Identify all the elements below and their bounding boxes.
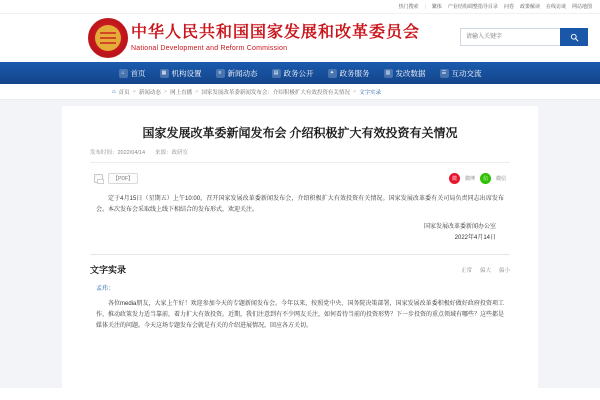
- content-area: [0, 100, 600, 388]
- article-body: [90, 194, 510, 216]
- wechat-label[interactable]: 微信: [495, 176, 506, 182]
- breadcrumb-item-1[interactable]: 新闻动态: [138, 89, 161, 96]
- article-card: [62, 106, 538, 388]
- utility-link-0[interactable]: 热门搜索: [398, 4, 419, 10]
- article-signature: [90, 222, 510, 244]
- folder-icon: ▤: [272, 69, 281, 78]
- breadcrumb-sep-0: >: [132, 88, 136, 95]
- breadcrumb-item-3[interactable]: 国家发展改革委新闻发布会：介绍积极扩大有效投资有关情况: [201, 89, 350, 96]
- print-icon[interactable]: [94, 174, 103, 183]
- publish-date: 发布时间：2022/04/14: [90, 150, 146, 156]
- signature-date: 2022年4月14日: [454, 235, 496, 241]
- toolbar-left: [94, 173, 138, 184]
- breadcrumb-sep-2: >: [195, 88, 199, 95]
- breadcrumb-sep-3: >: [352, 88, 357, 95]
- weibo-icon[interactable]: 微: [449, 173, 460, 184]
- building-icon: ▦: [160, 69, 169, 78]
- breadcrumb-item-0[interactable]: 首页: [118, 89, 130, 96]
- breadcrumb-home-icon[interactable]: ⌂: [112, 88, 116, 95]
- site-title-en: National Development and Reform Commission: [131, 44, 288, 52]
- transcript-text: 各位media朋友，大家上午好！欢迎参加今天的专题新闻发布会。今年以来，按照党中央、国务院决策部署，国家发展改革委积极好做好政府投资项工作，推动政策发力适当靠前，着力扩大有效投资。近期，我们注意到有不少网友关注，如何看待当前的投资形势？下一步投资的重点领域有哪些？这些都是媒体关注的问题。今天这场专题发布会就是有关的介绍进展情况，回应各方关切。: [96, 301, 505, 329]
- transcript-title: 文字实录: [90, 265, 127, 275]
- home-icon: ⌂: [119, 69, 128, 78]
- bottom-fade: [62, 378, 538, 388]
- font-size-normal[interactable]: 正常: [460, 267, 472, 274]
- utility-link-6[interactable]: 网站地图: [571, 4, 592, 10]
- site-header: [0, 14, 600, 62]
- font-size-large[interactable]: 偏大: [479, 267, 491, 274]
- article-toolbar: [90, 173, 510, 184]
- nav-label-4: 政务服务: [339, 68, 370, 78]
- nav-item-disclosure[interactable]: [272, 68, 314, 79]
- utility-link-5[interactable]: 在线访谈: [545, 4, 566, 10]
- nav-label-2: 新闻动态: [227, 68, 258, 78]
- chart-icon: ▥: [384, 69, 393, 78]
- site-search: [460, 28, 588, 46]
- pdf-button[interactable]: 【PDF】: [108, 173, 138, 184]
- utility-link-4[interactable]: 政策解读: [519, 4, 540, 10]
- utility-link-1[interactable]: 繁体: [431, 4, 442, 10]
- news-icon: ≡: [216, 69, 225, 78]
- nav-item-news[interactable]: [216, 68, 258, 79]
- utility-sep: |: [424, 3, 426, 10]
- nav-item-home[interactable]: [119, 68, 146, 79]
- utility-links: [399, 3, 592, 10]
- search-button[interactable]: [560, 28, 588, 46]
- font-size-controls: [461, 266, 510, 274]
- service-icon: ✦: [328, 69, 337, 78]
- nav-label-6: 互动交流: [451, 68, 482, 78]
- font-size-small[interactable]: 偏小: [498, 267, 510, 274]
- utility-link-3[interactable]: 问卷: [503, 4, 514, 10]
- breadcrumb-current: 文字实录: [359, 89, 382, 96]
- signature-org: 国家发展改革委新闻办公室: [423, 224, 496, 230]
- main-nav: [0, 62, 600, 84]
- chat-icon: ☰: [440, 69, 449, 78]
- nav-item-services[interactable]: [328, 68, 370, 79]
- utility-bar: [0, 0, 600, 14]
- article-meta: [90, 148, 510, 163]
- site-titles: [131, 23, 420, 54]
- transcript-header: [90, 254, 510, 276]
- transcript-speaker: 孟玮：: [96, 286, 115, 292]
- search-input[interactable]: [460, 28, 560, 46]
- weibo-label[interactable]: 微博: [464, 176, 475, 182]
- site-title-cn: 中华人民共和国国家发展和改革委员会: [131, 23, 421, 41]
- nav-label-0: 首页: [130, 68, 146, 78]
- nav-item-data[interactable]: [384, 68, 426, 79]
- share-group: [449, 173, 506, 184]
- page-title: 国家发展改革委新闻发布会 介绍积极扩大有效投资有关情况: [142, 126, 458, 140]
- breadcrumb-item-2[interactable]: 网上直播: [170, 89, 193, 96]
- search-icon: [570, 33, 579, 42]
- nav-label-5: 发改数据: [395, 68, 426, 78]
- transcript-entry: [90, 284, 510, 332]
- breadcrumb-sep-1: >: [163, 88, 168, 95]
- nav-label-1: 机构设置: [171, 68, 202, 78]
- article-source: 来源：政研室: [155, 150, 189, 156]
- article-paragraph-0: 定于4月15日（星期五）上午10:00，召开国家发展改革委新闻发布会，介绍积极扩大有效投资有关情况。国家发展改革委有关司局负责同志出席发布会。本次发布会采取线上线下相结合的发布形式，欢迎关注。: [96, 196, 504, 213]
- nav-label-3: 政务公开: [283, 68, 314, 78]
- national-emblem-icon: [88, 18, 128, 58]
- utility-link-2[interactable]: 产业结构调整指导目录: [447, 4, 498, 10]
- nav-item-organization[interactable]: [160, 68, 202, 79]
- breadcrumb: [0, 84, 600, 100]
- nav-item-interaction[interactable]: [440, 68, 482, 79]
- wechat-icon[interactable]: 信: [480, 173, 491, 184]
